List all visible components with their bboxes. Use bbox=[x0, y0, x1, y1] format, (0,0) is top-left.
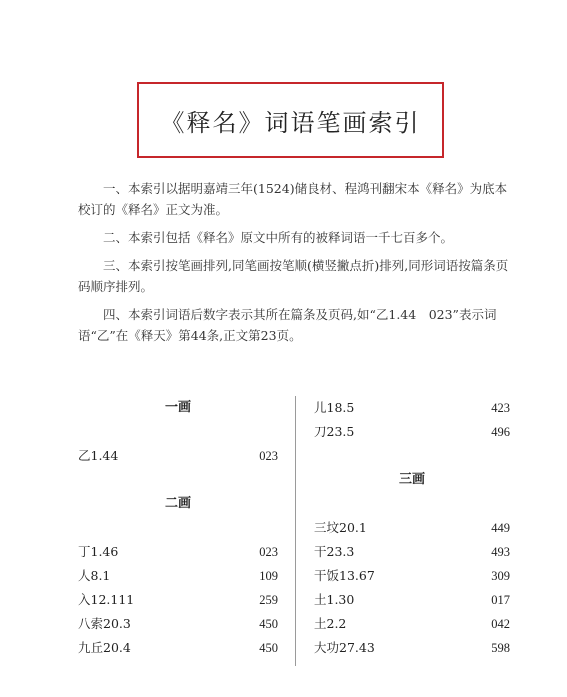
entry-page: 423 bbox=[491, 401, 510, 415]
entry-term: 土1.30 bbox=[314, 592, 355, 607]
entry-page: 023 bbox=[259, 449, 278, 463]
entry-term: 儿18.5 bbox=[314, 400, 355, 415]
index-entry bbox=[78, 588, 278, 612]
entry-page: 259 bbox=[259, 593, 278, 607]
entry-page: 449 bbox=[491, 521, 510, 535]
entry-term: 丁1.46 bbox=[78, 544, 119, 559]
entry-term: 大功27.43 bbox=[314, 640, 375, 655]
intro-paragraph-1: 一、本索引以据明嘉靖三年(1524)储良材、程鸿刊翻宋本《释名》为底本校订的《释名》正文为准。 bbox=[78, 181, 508, 217]
entry-page: 598 bbox=[491, 641, 510, 655]
title-box bbox=[137, 82, 444, 158]
entry-term: 土2.2 bbox=[314, 616, 347, 631]
index-entry bbox=[314, 396, 510, 420]
entry-term: 九丘20.4 bbox=[78, 640, 131, 655]
intro-paragraph-2: 二、本索引包括《释名》原文中所有的被释词语一千七百多个。 bbox=[103, 230, 454, 245]
entry-page: 109 bbox=[259, 569, 278, 583]
entry-term: 人8.1 bbox=[78, 568, 111, 583]
entry-page: 496 bbox=[491, 425, 510, 439]
entry-term: 乙1.44 bbox=[78, 448, 119, 463]
index-column-right bbox=[314, 396, 510, 660]
column-divider bbox=[295, 396, 296, 666]
entry-term: 入12.111 bbox=[78, 592, 135, 607]
index-entry bbox=[314, 564, 510, 588]
entry-term: 干饭13.67 bbox=[314, 568, 375, 583]
entry-page: 023 bbox=[259, 545, 278, 559]
index-entry bbox=[314, 636, 510, 660]
section-heading-three-strokes: 三画 bbox=[398, 472, 425, 487]
index-entry bbox=[314, 420, 510, 444]
intro-paragraph-3: 三、本索引按笔画排列,同笔画按笔顺(横竖撇点折)排列,同形词语按篇条页码顺序排列。 bbox=[78, 258, 509, 294]
entry-term: 干23.3 bbox=[314, 544, 355, 559]
index-entry bbox=[314, 540, 510, 564]
entry-page: 450 bbox=[259, 641, 278, 655]
index-entry bbox=[314, 612, 510, 636]
index-entry bbox=[78, 564, 278, 588]
index-entry bbox=[314, 516, 510, 540]
index-entry bbox=[78, 444, 278, 468]
entry-page: 493 bbox=[491, 545, 510, 559]
entry-term: 刀23.5 bbox=[314, 424, 355, 439]
entry-page: 309 bbox=[491, 569, 510, 583]
entry-page: 450 bbox=[259, 617, 278, 631]
entry-page: 042 bbox=[491, 617, 510, 631]
index-entry bbox=[78, 540, 278, 564]
index-entry bbox=[78, 612, 278, 636]
entry-term: 八索20.3 bbox=[78, 616, 131, 631]
section-heading-two-strokes: 二画 bbox=[164, 496, 191, 511]
index-entry bbox=[314, 588, 510, 612]
intro-notes bbox=[78, 178, 514, 353]
page-title: 《释名》词语笔画索引 bbox=[160, 108, 421, 137]
index-entry bbox=[78, 636, 278, 660]
index-column-left bbox=[78, 396, 278, 660]
entry-term: 三坟20.1 bbox=[314, 520, 367, 535]
section-heading-one-stroke: 一画 bbox=[164, 400, 191, 415]
entry-page: 017 bbox=[491, 593, 510, 607]
intro-paragraph-4: 四、本索引词语后数字表示其所在篇条及页码,如“乙1.44 023”表示词语“乙”在《释天》第44条,正文第23页。 bbox=[78, 307, 497, 343]
